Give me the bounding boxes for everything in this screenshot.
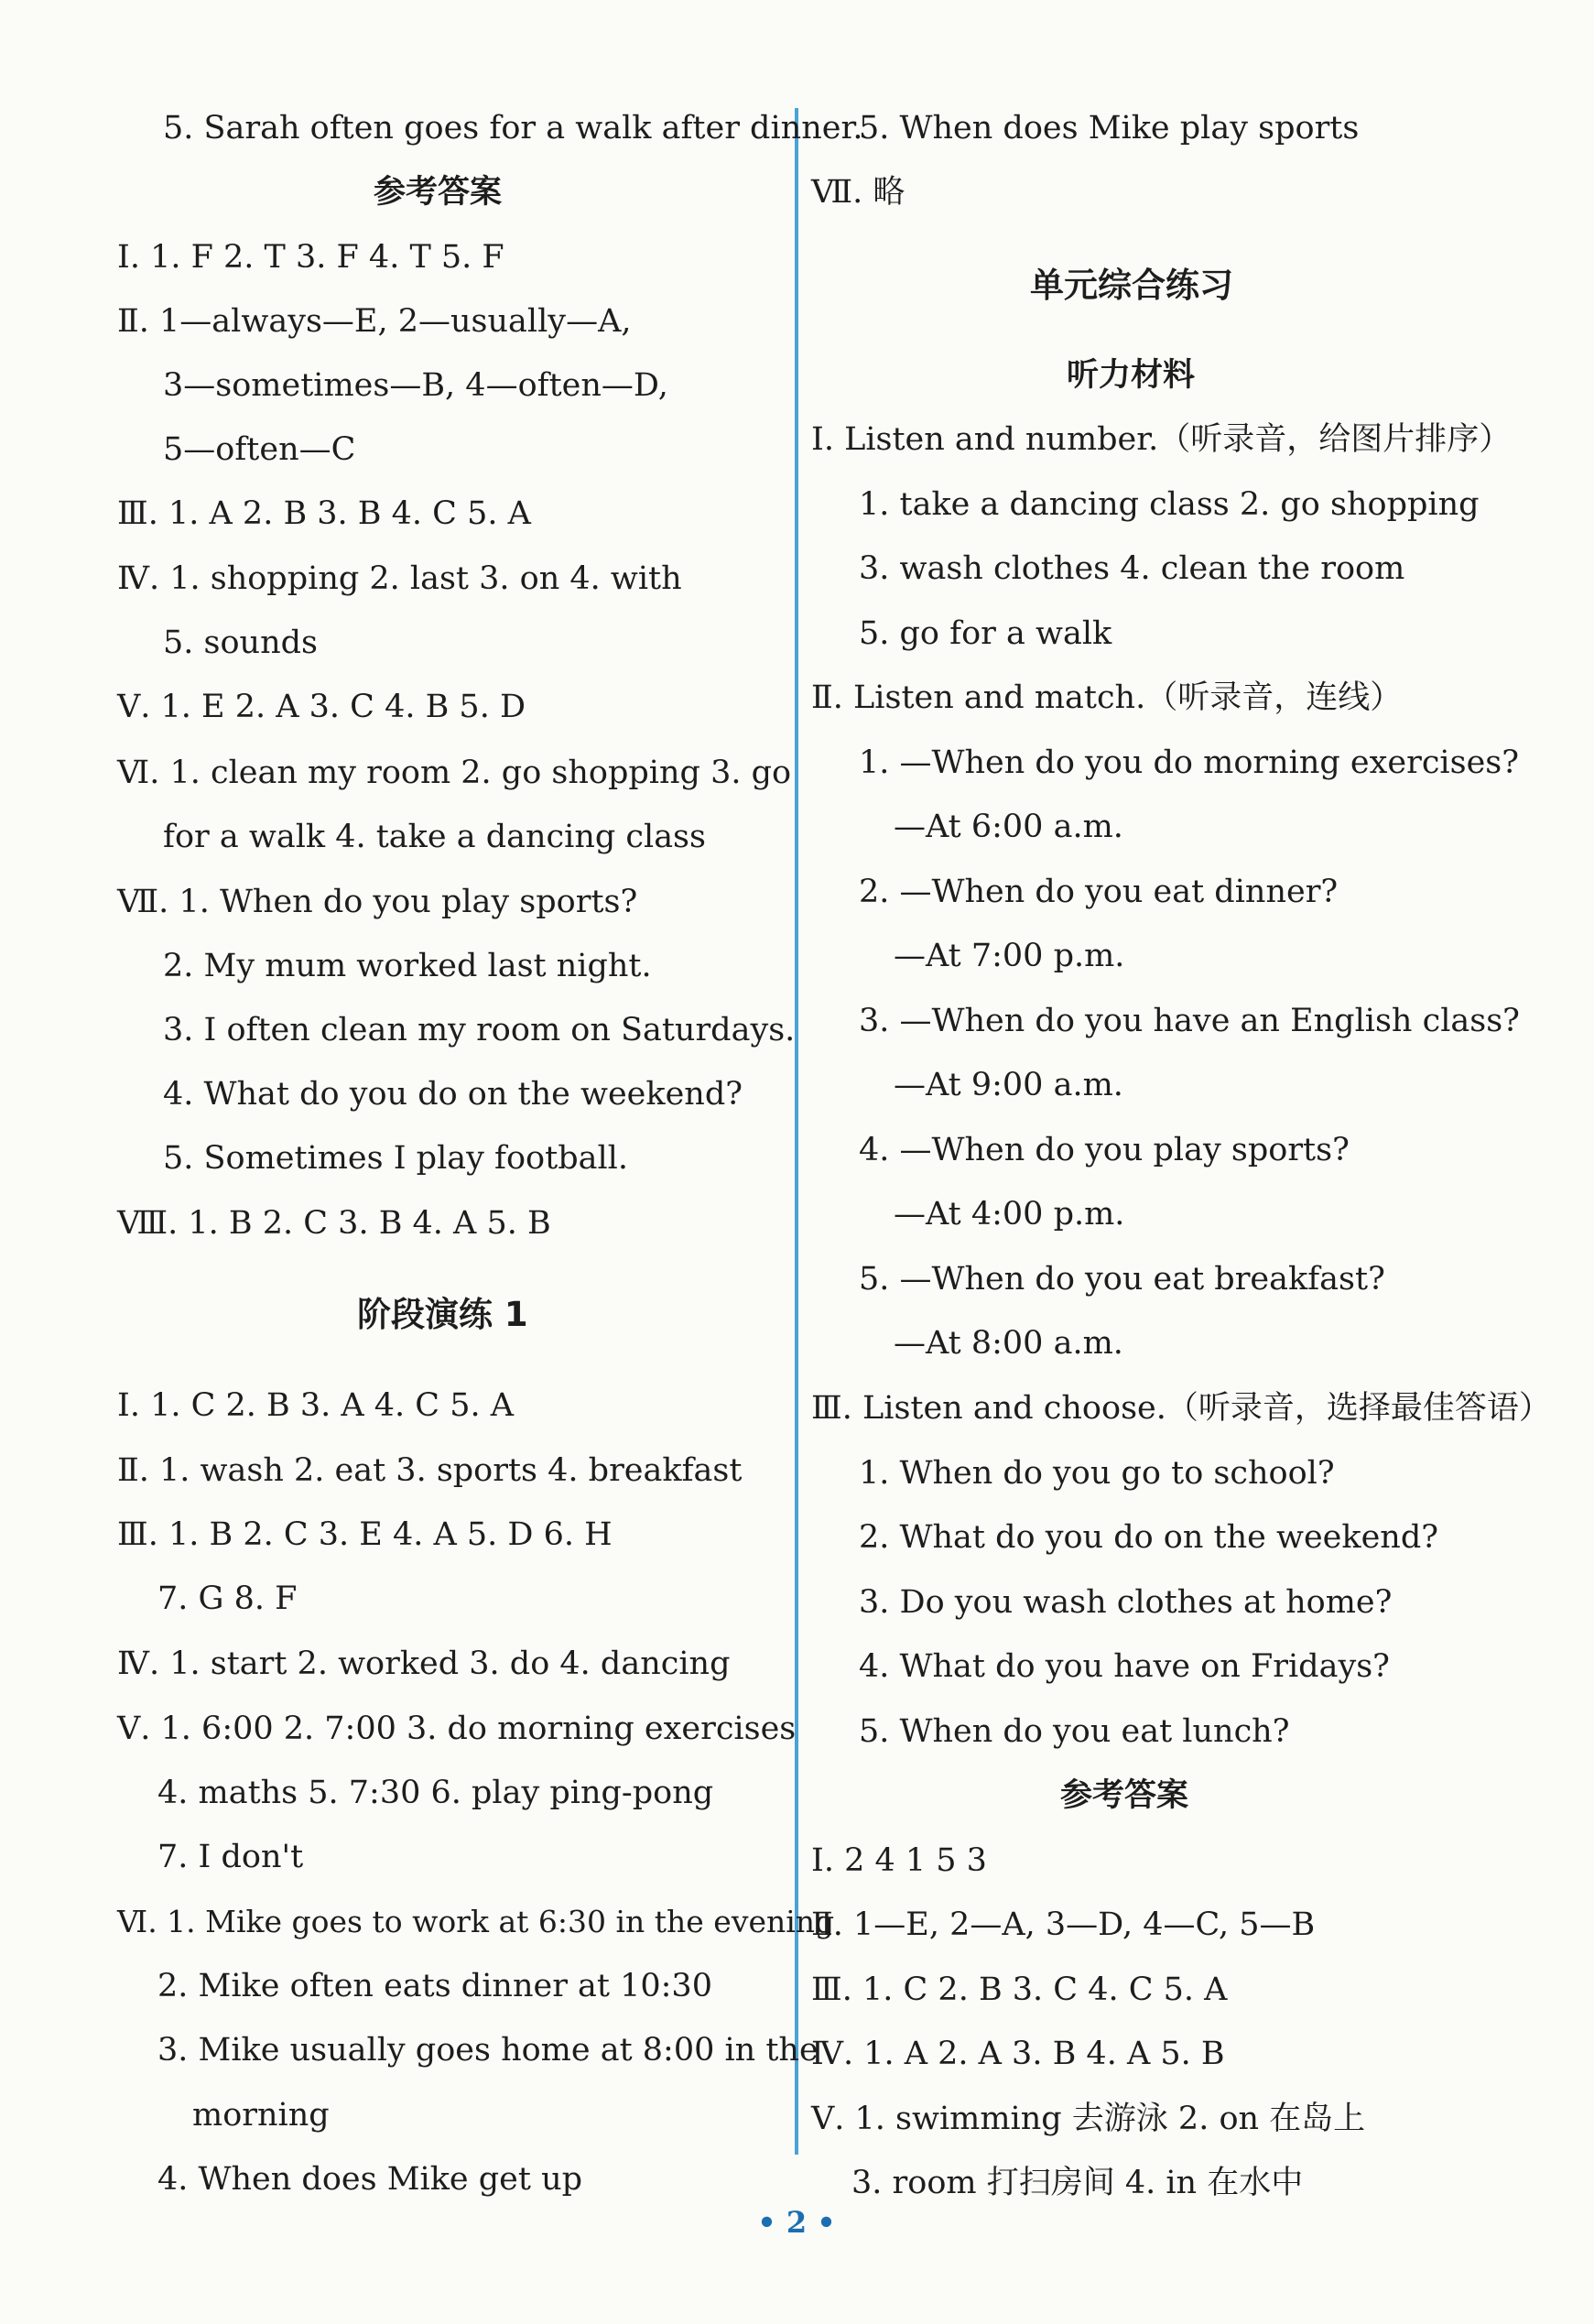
answer-line: Ⅱ. 1—E, 2—A, 3—D, 4—C, 5—B <box>811 1906 1316 1943</box>
answers-heading: 参考答案 <box>1060 1777 1189 1814</box>
listening-line: —At 8:00 a.m. <box>894 1325 1123 1362</box>
answer-line: for a walk 4. take a dancing class <box>163 819 706 855</box>
answer-line: 3. room 打扫房间 4. in 在水中 <box>851 2165 1304 2201</box>
listening-line: 1. take a dancing class 2. go shopping <box>859 486 1480 523</box>
answer-line: Ⅱ. 1—always—E, 2—usually—A, <box>117 303 632 340</box>
listening-line: 3. —When do you have an English class? <box>859 1003 1520 1039</box>
answer-line: Ⅴ. 1. E 2. A 3. C 4. B 5. D <box>117 689 526 725</box>
listening-line: 1. —When do you do morning exercises? <box>859 744 1520 781</box>
answer-line: 2. Mike often eats dinner at 10:30 <box>157 1968 712 2004</box>
answer-line: 2. My mum worked last night. <box>163 948 652 984</box>
section-heading: Ⅱ. Listen and match.（听录音，连线） <box>811 679 1403 716</box>
section-heading: Ⅰ. Listen and number.（听录音，给图片排序） <box>811 421 1512 458</box>
answer-line: 4. What do you do on the weekend? <box>163 1076 743 1113</box>
listening-line: 5. go for a walk <box>859 615 1112 652</box>
answer-line: Ⅲ. 1. C 2. B 3. C 4. C 5. A <box>811 1971 1228 2008</box>
answer-line: 3—sometimes—B, 4—often—D, <box>163 367 668 404</box>
stage-heading: 阶段演练 1 <box>357 1295 528 1334</box>
answer-line: Ⅰ. 2 4 1 5 3 <box>811 1842 987 1879</box>
intro-line-5: 5. Sarah often goes for a walk after dinner. <box>163 110 863 147</box>
listening-line: 2. —When do you eat dinner? <box>859 874 1339 910</box>
unit-heading: 单元综合练习 <box>1030 266 1233 305</box>
answer-line: Ⅵ. 1. clean my room 2. go shopping 3. go <box>117 755 792 791</box>
listening-line: —At 4:00 p.m. <box>894 1196 1125 1233</box>
listening-line: 1. When do you go to school? <box>859 1455 1335 1492</box>
answer-line: 7. G 8. F <box>157 1580 298 1617</box>
answer-line: 4. When does Mike get up <box>157 2161 583 2198</box>
listening-heading: 听力材料 <box>1067 357 1196 394</box>
answer-line: Ⅰ. 1. C 2. B 3. A 4. C 5. A <box>117 1387 515 1424</box>
answer-line: Ⅳ. 1. A 2. A 3. B 4. A 5. B <box>811 2036 1225 2072</box>
answer-line: 3. I often clean my room on Saturdays. <box>163 1012 796 1048</box>
answer-line: Ⅴ. 1. 6:00 2. 7:00 3. do morning exercises <box>117 1710 797 1747</box>
listening-line: 2. What do you do on the weekend? <box>859 1519 1439 1556</box>
answer-line: 5. sounds <box>163 624 319 661</box>
listening-line: —At 6:00 a.m. <box>894 809 1123 845</box>
answer-line: 4. maths 5. 7:30 6. play ping-pong <box>157 1775 714 1811</box>
listening-line: —At 7:00 p.m. <box>894 938 1125 974</box>
answer-line: Ⅰ. 1. F 2. T 3. F 4. T 5. F <box>117 239 504 276</box>
question-line: 5. When does Mike play sports <box>859 110 1360 147</box>
answer-line: Ⅵ. 1. Mike goes to work at 6:30 in the evening <box>117 1904 835 1939</box>
answers-heading: 参考答案 <box>374 174 503 211</box>
listening-line: 3. Do you wash clothes at home? <box>859 1584 1393 1621</box>
column-divider <box>795 108 798 2155</box>
answer-line: Ⅳ. 1. shopping 2. last 3. on 4. with <box>117 560 682 597</box>
listening-line: 5. —When do you eat breakfast? <box>859 1261 1385 1298</box>
listening-line: 3. wash clothes 4. clean the room <box>859 550 1405 587</box>
answer-line: Ⅲ. 1. A 2. B 3. B 4. C 5. A <box>117 495 531 532</box>
listening-line: 4. —When do you play sports? <box>859 1132 1350 1168</box>
listening-line: 5. When do you eat lunch? <box>859 1713 1290 1750</box>
answer-line: 5—often—C <box>163 431 356 468</box>
answer-line: Ⅶ. 1. When do you play sports? <box>117 884 638 920</box>
section-heading: Ⅲ. Listen and choose.（听录音，选择最佳答语） <box>811 1390 1551 1427</box>
answer-line: 5. Sometimes I play football. <box>163 1140 628 1177</box>
answer-line: 3. Mike usually goes home at 8:00 in the <box>157 2032 819 2069</box>
answer-line: Ⅲ. 1. B 2. C 3. E 4. A 5. D 6. H <box>117 1516 613 1553</box>
answer-line: 7. I don't <box>157 1839 304 1875</box>
page-number: • 2 • <box>757 2205 836 2240</box>
answer-line: morning <box>192 2097 330 2134</box>
answer-line: Ⅳ. 1. start 2. worked 3. do 4. dancing <box>117 1645 731 1682</box>
answer-line: Ⅷ. 1. B 2. C 3. B 4. A 5. B <box>117 1205 551 1242</box>
listening-line: 4. What do you have on Fridays? <box>859 1648 1390 1685</box>
answer-line: Ⅱ. 1. wash 2. eat 3. sports 4. breakfast <box>117 1452 743 1489</box>
answer-line: Ⅶ. 略 <box>811 174 905 211</box>
listening-line: —At 9:00 a.m. <box>894 1067 1123 1103</box>
answer-line: Ⅴ. 1. swimming 去游泳 2. on 在岛上 <box>811 2101 1366 2137</box>
